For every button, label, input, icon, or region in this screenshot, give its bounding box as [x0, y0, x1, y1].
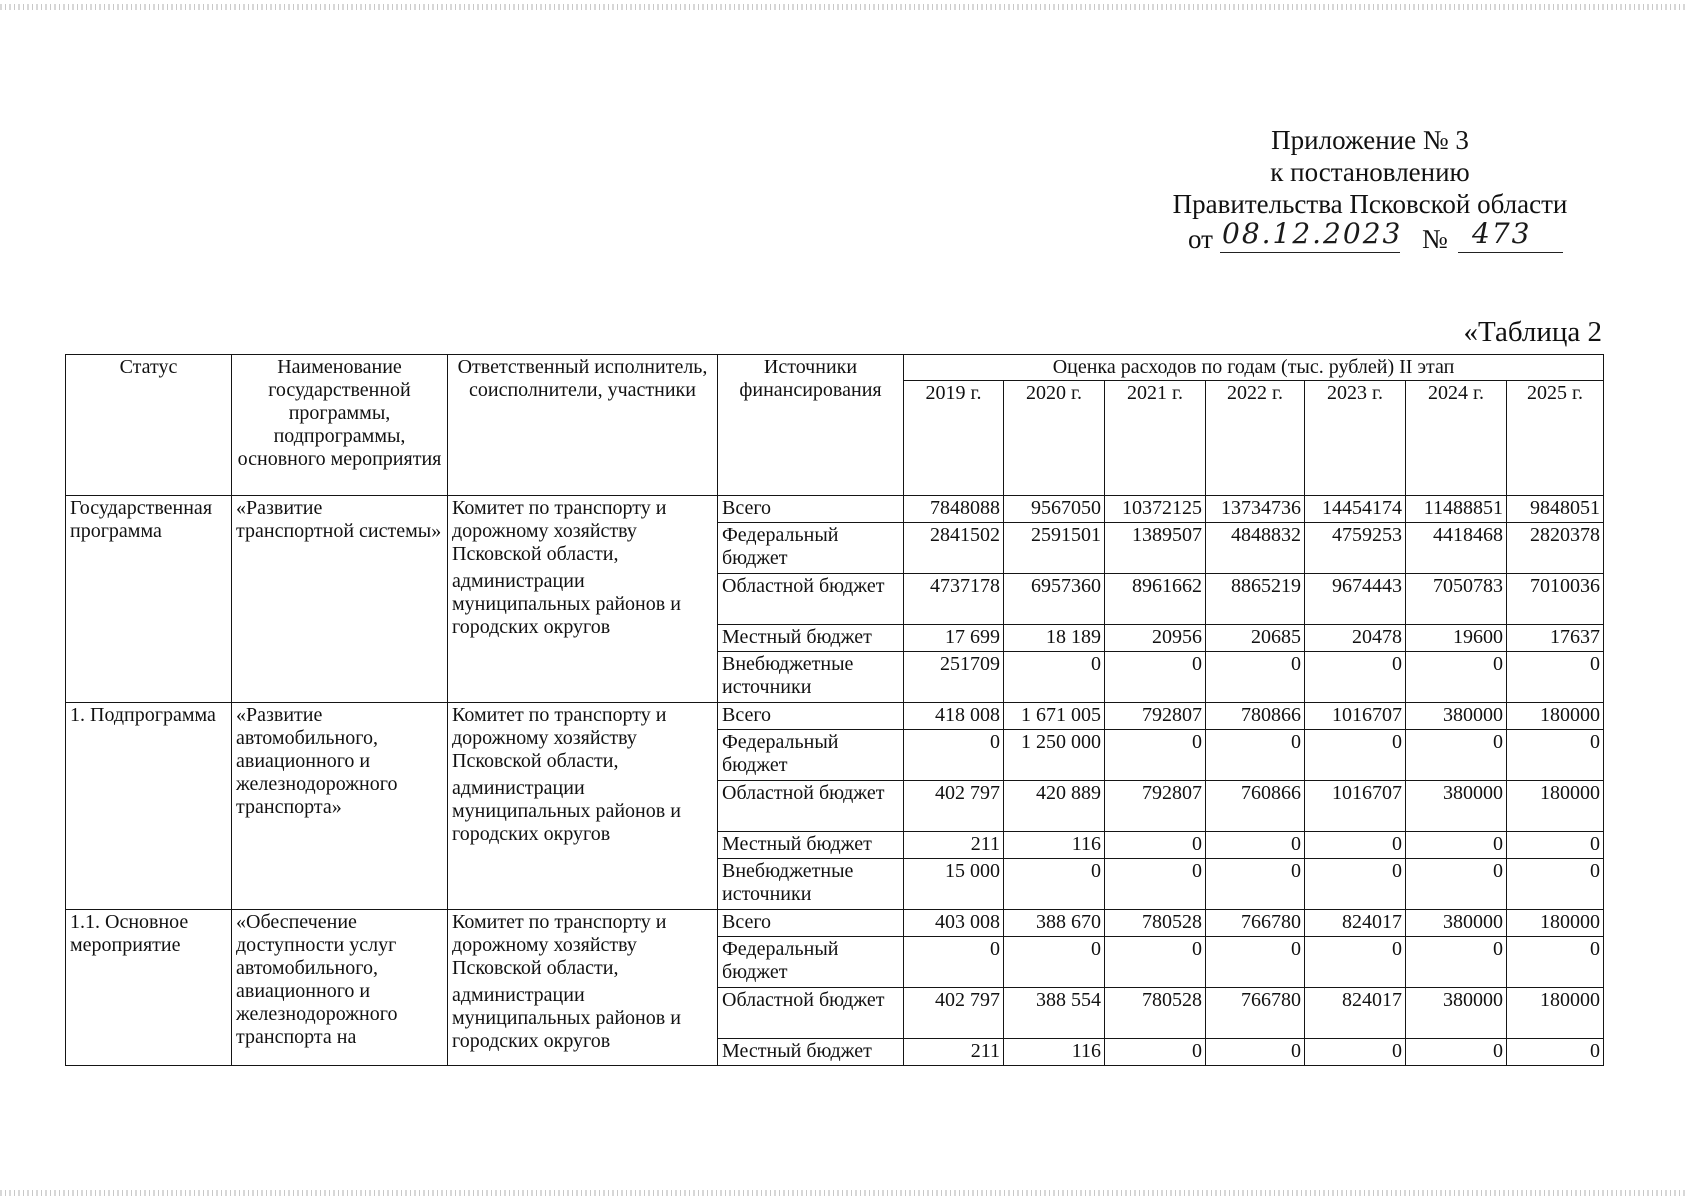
source-cell: Внебюджетные источники [718, 859, 904, 910]
value-cell: 4418468 [1406, 523, 1507, 574]
value-cell: 403 008 [904, 910, 1004, 937]
value-cell: 7848088 [904, 496, 1004, 523]
header-responsible: Ответственный исполнитель, соисполнители, участники [448, 355, 718, 496]
responsible-committee: Комитет по транспорту и дорожному хозяйству Псковской области, [452, 704, 667, 772]
value-cell: 0 [1406, 730, 1507, 781]
value-cell: 0 [1305, 859, 1406, 910]
value-cell: 116 [1004, 832, 1105, 859]
appendix-header [1140, 124, 1600, 220]
value-cell: 4737178 [904, 574, 1004, 625]
responsible-administrations: администрации муниципальных районов и городских округов [452, 984, 681, 1052]
value-cell: 0 [1305, 832, 1406, 859]
table-row [66, 496, 1604, 523]
value-cell: 380000 [1406, 910, 1507, 937]
value-cell: 0 [1305, 730, 1406, 781]
value-cell: 0 [1206, 832, 1305, 859]
value-cell: 0 [1206, 937, 1305, 988]
value-cell: 0 [1206, 1039, 1305, 1066]
value-cell: 8961662 [1105, 574, 1206, 625]
source-cell: Всего [718, 496, 904, 523]
responsible-administrations: администрации муниципальных районов и городских округов [452, 570, 681, 638]
value-cell: 766780 [1206, 910, 1305, 937]
value-cell: 0 [1406, 859, 1507, 910]
value-cell: 0 [1105, 652, 1206, 703]
source-cell: Областной бюджет [718, 781, 904, 832]
value-cell: 1016707 [1305, 703, 1406, 730]
value-cell: 780528 [1105, 910, 1206, 937]
value-cell: 0 [1105, 937, 1206, 988]
value-cell: 17 699 [904, 625, 1004, 652]
header-year: 2023 г. [1305, 381, 1406, 496]
program-name-cell: «Развитие транспортной системы» [232, 496, 448, 703]
value-cell: 0 [1305, 652, 1406, 703]
value-cell: 792807 [1105, 781, 1206, 832]
value-cell: 11488851 [1406, 496, 1507, 523]
value-cell: 0 [1507, 832, 1604, 859]
value-cell: 0 [1004, 859, 1105, 910]
source-cell: Федеральный бюджет [718, 937, 904, 988]
header-status: Статус [66, 355, 232, 496]
value-cell: 0 [1206, 652, 1305, 703]
value-cell: 4759253 [1305, 523, 1406, 574]
status-cell: 1. Подпрограмма [66, 703, 232, 910]
value-cell: 0 [1507, 937, 1604, 988]
header-year: 2021 г. [1105, 381, 1206, 496]
value-cell: 20478 [1305, 625, 1406, 652]
value-cell: 0 [1507, 730, 1604, 781]
status-cell: 1.1. Основное мероприятие [66, 910, 232, 1066]
header-name: Наименование государственной программы, подпрограммы, основного мероприятия [232, 355, 448, 496]
value-cell: 0 [1507, 1039, 1604, 1066]
value-cell: 211 [904, 1039, 1004, 1066]
value-cell: 380000 [1406, 781, 1507, 832]
source-cell: Местный бюджет [718, 625, 904, 652]
value-cell: 20956 [1105, 625, 1206, 652]
value-cell: 211 [904, 832, 1004, 859]
value-cell: 0 [1105, 1039, 1206, 1066]
value-cell: 180000 [1507, 988, 1604, 1039]
appendix-to-resolution: к постановлению [1270, 157, 1470, 187]
value-cell: 2820378 [1507, 523, 1604, 574]
value-cell: 792807 [1105, 703, 1206, 730]
value-cell: 0 [1305, 937, 1406, 988]
value-cell: 180000 [1507, 703, 1604, 730]
value-cell: 0 [1206, 730, 1305, 781]
value-cell: 4848832 [1206, 523, 1305, 574]
value-cell: 0 [1406, 652, 1507, 703]
table-caption: «Таблица 2 [1463, 316, 1602, 348]
value-cell: 0 [1406, 832, 1507, 859]
value-cell: 380000 [1406, 988, 1507, 1039]
source-cell: Областной бюджет [718, 988, 904, 1039]
value-cell: 1389507 [1105, 523, 1206, 574]
value-cell: 0 [1507, 652, 1604, 703]
number-sign: № [1422, 224, 1448, 254]
header-year: 2025 г. [1507, 381, 1604, 496]
value-cell: 1016707 [1305, 781, 1406, 832]
value-cell: 180000 [1507, 781, 1604, 832]
date-field [1220, 217, 1403, 253]
value-cell: 15 000 [904, 859, 1004, 910]
value-cell: 824017 [1305, 988, 1406, 1039]
responsible-cell [448, 910, 718, 1066]
value-cell: 1 250 000 [1004, 730, 1105, 781]
header-year: 2020 г. [1004, 381, 1105, 496]
table-row [66, 703, 1604, 730]
responsible-committee: Комитет по транспорту и дорожному хозяйству Псковской области, [452, 497, 667, 565]
resolution-date-line [1180, 217, 1620, 256]
source-cell: Местный бюджет [718, 832, 904, 859]
value-cell: 0 [1406, 937, 1507, 988]
program-name-cell: «Развитие автомобильного, авиационного и железнодорожного транспорта» [232, 703, 448, 910]
value-cell: 0 [904, 937, 1004, 988]
header-year: 2019 г. [904, 381, 1004, 496]
source-cell: Всего [718, 910, 904, 937]
value-cell: 0 [904, 730, 1004, 781]
status-cell: Государственная программа [66, 496, 232, 703]
value-cell: 251709 [904, 652, 1004, 703]
scan-edge-top [0, 4, 1686, 10]
header-year: 2022 г. [1206, 381, 1305, 496]
number-field [1458, 217, 1563, 253]
value-cell: 0 [1004, 937, 1105, 988]
program-name-cell: «Обеспечение доступности услуг автомобильного, авиационного и железнодорожного транспорта на [232, 910, 448, 1066]
value-cell: 418 008 [904, 703, 1004, 730]
value-cell: 13734736 [1206, 496, 1305, 523]
value-cell: 0 [1507, 859, 1604, 910]
value-cell: 0 [1406, 1039, 1507, 1066]
source-cell: Областной бюджет [718, 574, 904, 625]
value-cell: 766780 [1206, 988, 1305, 1039]
value-cell: 8865219 [1206, 574, 1305, 625]
value-cell: 19600 [1406, 625, 1507, 652]
value-cell: 0 [1105, 730, 1206, 781]
value-cell: 760866 [1206, 781, 1305, 832]
value-cell: 0 [1105, 859, 1206, 910]
value-cell: 10372125 [1105, 496, 1206, 523]
value-cell: 0 [1004, 652, 1105, 703]
source-cell: Всего [718, 703, 904, 730]
scan-edge-bottom [0, 1190, 1686, 1196]
table-row [66, 910, 1604, 937]
value-cell: 2591501 [1004, 523, 1105, 574]
value-cell: 7010036 [1507, 574, 1604, 625]
value-cell: 0 [1206, 859, 1305, 910]
value-cell: 6957360 [1004, 574, 1105, 625]
value-cell: 9848051 [1507, 496, 1604, 523]
value-cell: 18 189 [1004, 625, 1105, 652]
responsible-cell [448, 703, 718, 910]
source-cell: Внебюджетные источники [718, 652, 904, 703]
value-cell: 116 [1004, 1039, 1105, 1066]
value-cell: 180000 [1507, 910, 1604, 937]
budget-table [65, 354, 1604, 1066]
header-row [66, 355, 1604, 381]
value-cell: 9567050 [1004, 496, 1105, 523]
value-cell: 780866 [1206, 703, 1305, 730]
header-estimate-group: Оценка расходов по годам (тыс. рублей) II этап [904, 355, 1604, 381]
appendix-title: Приложение № 3 [1271, 125, 1469, 155]
appendix-government: Правительства Псковской области [1172, 189, 1568, 219]
value-cell: 0 [1105, 832, 1206, 859]
value-cell: 17637 [1507, 625, 1604, 652]
value-cell: 2841502 [904, 523, 1004, 574]
source-cell: Федеральный бюджет [718, 730, 904, 781]
value-cell: 824017 [1305, 910, 1406, 937]
value-cell: 380000 [1406, 703, 1507, 730]
value-cell: 14454174 [1305, 496, 1406, 523]
responsible-administrations: администрации муниципальных районов и городских округов [452, 777, 681, 845]
source-cell: Федеральный бюджет [718, 523, 904, 574]
value-cell: 402 797 [904, 781, 1004, 832]
handwritten-number: 473 [1472, 217, 1532, 250]
value-cell: 0 [1305, 1039, 1406, 1066]
handwritten-date: 08.12.2023 [1222, 217, 1403, 250]
responsible-cell [448, 496, 718, 703]
value-cell: 7050783 [1406, 574, 1507, 625]
value-cell: 402 797 [904, 988, 1004, 1039]
value-cell: 388 670 [1004, 910, 1105, 937]
value-cell: 780528 [1105, 988, 1206, 1039]
value-cell: 20685 [1206, 625, 1305, 652]
value-cell: 388 554 [1004, 988, 1105, 1039]
source-cell: Местный бюджет [718, 1039, 904, 1066]
value-cell: 9674443 [1305, 574, 1406, 625]
responsible-committee: Комитет по транспорту и дорожному хозяйству Псковской области, [452, 911, 667, 979]
value-cell: 420 889 [1004, 781, 1105, 832]
value-cell: 1 671 005 [1004, 703, 1105, 730]
header-year: 2024 г. [1406, 381, 1507, 496]
date-prefix: от [1188, 224, 1213, 254]
header-sources: Источники финансирования [718, 355, 904, 496]
